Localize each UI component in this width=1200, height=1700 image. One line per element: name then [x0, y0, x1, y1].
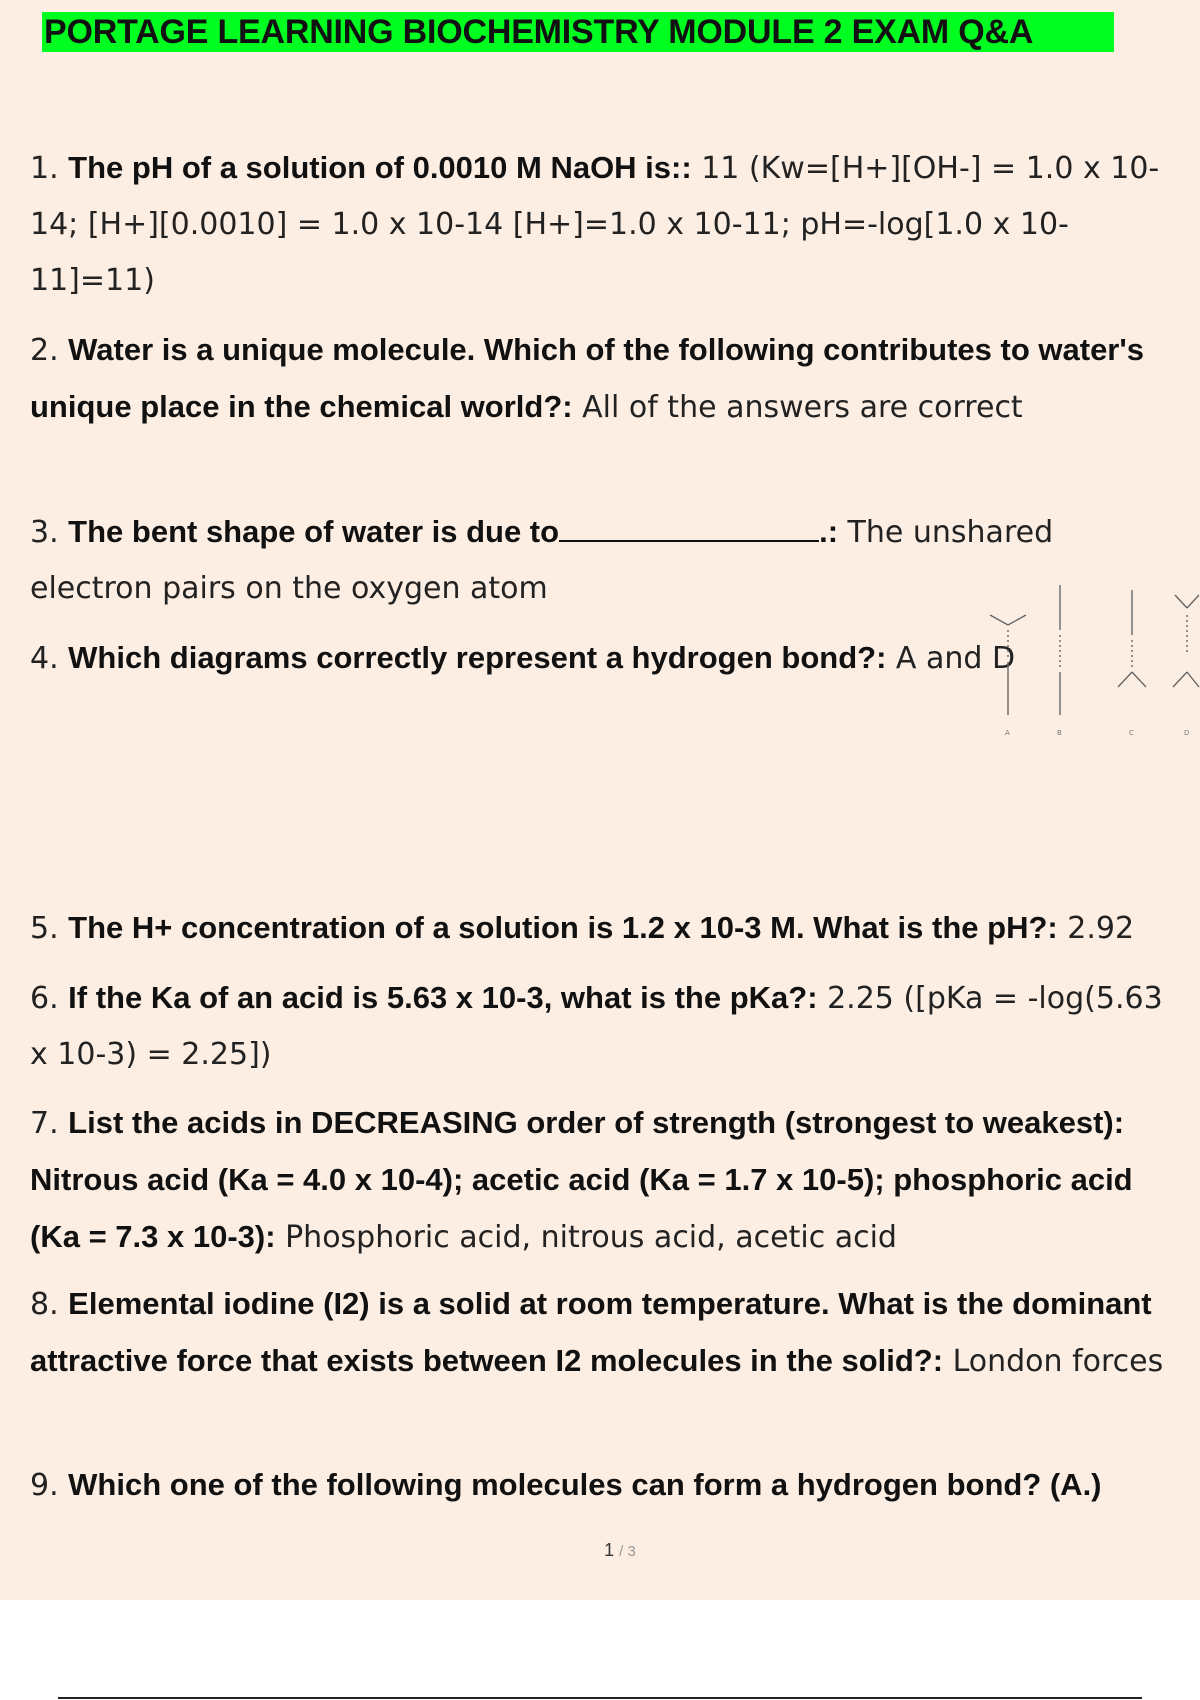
answer-blank	[559, 518, 819, 542]
diagram-label-b: B	[1057, 729, 1062, 737]
page-indicator: 1 / 3	[604, 1540, 636, 1560]
footer-divider	[58, 1697, 1142, 1699]
question-8: 8. Elemental iodine (I2) is a solid at room temperature. What is the dominant attractive force that exists between I2 molecules in the solid?: London forces	[30, 1286, 1164, 1379]
question-3: 3. The bent shape of water is due to .: The unshared electron pairs on the oxygen atom	[30, 514, 1054, 606]
diagram-label-c: C	[1129, 729, 1134, 737]
question-6: 6. If the Ka of an acid is 5.63 x 10-3, what is the pKa?: 2.25 ([pKa = -log(5.63 x 10-3) = 2.25])	[30, 980, 1163, 1072]
hydrogen-bond-diagram	[980, 580, 1200, 740]
question-5: 5. The H+ concentration of a solution is 1.2 x 10-3 M. What is the pH?: 2.92	[30, 910, 1135, 946]
question-7: 7. List the acids in DECREASING order of strength (strongest to weakest): Nitrous acid (Ka = 4.0 x 10-4); acetic acid (Ka = 1.7 x 10-5); phosphoric acid (Ka = 7.3 x 10-3): Phosphoric acid, nitrous acid, acetic acid	[30, 1105, 1133, 1255]
page-title: PORTAGE LEARNING BIOCHEMISTRY MODULE 2 EXAM Q&A	[42, 12, 1114, 52]
diagram-label-d: D	[1184, 729, 1190, 737]
question-4: 4. Which diagrams correctly represent a hydrogen bond?: A and D	[30, 640, 1016, 676]
question-1: 1. The pH of a solution of 0.0010 M NaOH is:: 11 (Kw=[H+][OH-] = 1.0 x 10-14; [H+][0.0010] = 1.0 x 10-14 [H+]=1.0 x 10-11; pH=-log[1.0 x 10-11]=11)	[30, 150, 1160, 298]
question-9: 9. Which one of the following molecules can form a hydrogen bond? (A.)	[30, 1467, 1102, 1503]
question-2: 2. Water is a unique molecule. Which of the following contributes to water's unique place in the chemical world?: All of the answers are correct	[30, 332, 1144, 425]
diagram-a-bond	[990, 615, 1008, 625]
diagram-label-a: A	[1005, 729, 1010, 737]
diagram-d-bond	[1175, 595, 1187, 608]
